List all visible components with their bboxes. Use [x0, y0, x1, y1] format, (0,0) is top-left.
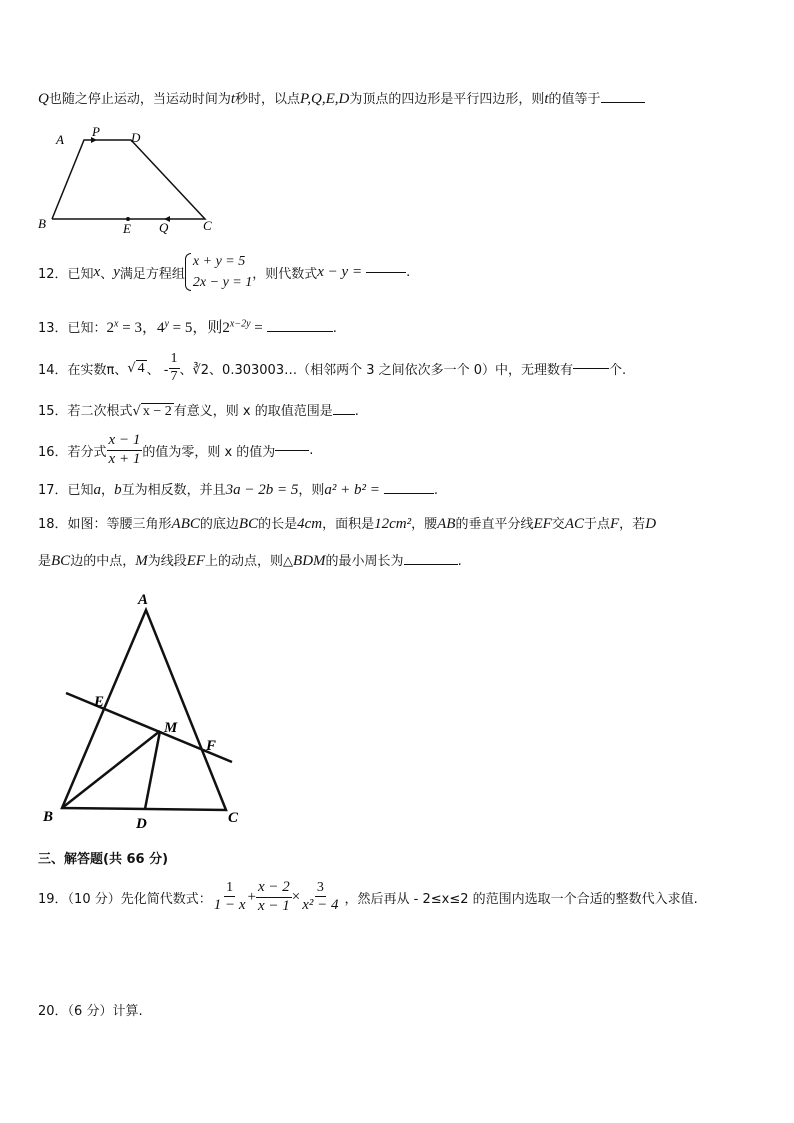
segment-dm: [145, 731, 160, 809]
vars: P,Q,E,D: [300, 91, 350, 107]
denominator: x − 1: [257, 897, 290, 914]
var-a: a: [93, 482, 102, 498]
text: 有意义，则 x 的取值范围是: [173, 404, 333, 419]
text: 于点: [583, 517, 610, 532]
text: 的最小周长为: [325, 554, 404, 569]
equation-system: [185, 251, 252, 293]
var: D: [645, 516, 657, 532]
base: 4: [156, 320, 165, 336]
text: 的底边: [199, 517, 239, 532]
question-number: 18．如图：等腰三角形: [38, 517, 172, 532]
numerator: 1: [169, 351, 180, 368]
var: EF: [186, 553, 206, 569]
text: 为线段: [147, 554, 187, 569]
text: 的长是: [258, 517, 298, 532]
fraction-3: [300, 880, 340, 914]
question-number: 19．（10 分）先化简代数式：: [38, 891, 212, 907]
answer-blank[interactable]: [275, 449, 309, 451]
fraction-2: [256, 879, 292, 915]
text: 的垂直平分线: [455, 517, 534, 532]
answer-blank[interactable]: [384, 492, 434, 494]
answer-blank[interactable]: [366, 271, 406, 273]
answer-blank[interactable]: [267, 330, 333, 332]
var: BC: [238, 516, 259, 532]
base: 2: [222, 320, 230, 336]
text: ，: [101, 483, 115, 498]
answer-blank[interactable]: [333, 413, 355, 415]
text: 也随之停止运动，当运动时间为: [48, 92, 231, 107]
text: ，面积是: [322, 517, 375, 532]
text: ，若: [619, 517, 646, 532]
operator: +: [247, 888, 256, 905]
text: .: [433, 483, 438, 498]
question-14: 14．在实数π、 √ 4 、 - $\frac{1}{7}$ 、∛2、0.303003…（相邻两个 3 之间依次多一个 0）中，无理数有 个.: [38, 351, 627, 384]
answer-blank[interactable]: [573, 367, 609, 369]
text: 互为相反数，并且: [121, 483, 226, 498]
question-15: 15．若二次根式√ x − 2 有意义，则 x 的取值范围是 .: [38, 404, 359, 419]
question-18-line-2: [38, 550, 462, 570]
text: 是: [38, 554, 52, 569]
var: BDM: [293, 553, 326, 569]
label-m: M: [164, 720, 178, 736]
segment-bm: [62, 731, 160, 808]
fraction: [107, 432, 143, 468]
text: 的值为零，则 x 的值为: [142, 444, 276, 460]
equation-2: 2x − y = 1: [192, 275, 253, 290]
text: 、∛2、0.303003…（相邻两个 3 之间依次多一个 0）中，无理数有: [179, 362, 574, 378]
denominator: 7: [170, 368, 178, 384]
text: ，则: [298, 483, 325, 498]
numerator: x − 1: [107, 432, 143, 450]
base: 2: [106, 320, 115, 336]
label-b: B: [38, 216, 46, 231]
var-t: t: [544, 91, 549, 107]
label-c: C: [203, 218, 212, 233]
equation: 3a − 2b = 5: [225, 482, 299, 498]
question-13: [38, 316, 337, 337]
expression: a² + b² =: [324, 482, 380, 498]
var: BC: [51, 553, 71, 569]
label-a: A: [138, 592, 149, 608]
var: AC: [564, 516, 584, 532]
fraction-1: [212, 880, 248, 914]
var-x: x: [93, 263, 101, 280]
triangle-abc: [62, 610, 226, 810]
var-y: y: [113, 263, 120, 280]
text: = 3，: [118, 320, 157, 336]
radicand: x − 2: [142, 404, 172, 419]
numerator: x − 2: [256, 879, 292, 897]
question-18-line-1: [38, 513, 656, 533]
answer-blank[interactable]: [601, 101, 645, 103]
question-number: 12．已知: [38, 266, 94, 282]
question-11-tail: [38, 88, 645, 108]
label-f: F: [206, 738, 217, 754]
denominator: x² − 4: [302, 896, 339, 913]
answer-blank[interactable]: [404, 563, 458, 565]
var: ABC: [171, 516, 200, 532]
label-e: E: [123, 221, 131, 236]
var-q: Q: [38, 91, 49, 107]
text: ，则代数式: [252, 266, 318, 282]
exponent: x−2y: [229, 318, 251, 330]
var-t: t: [230, 91, 236, 107]
question-number: 15．若二次根式: [38, 404, 133, 419]
question-12: [38, 250, 410, 294]
var-b: b: [114, 482, 122, 498]
var: M: [135, 553, 148, 569]
text: 的值等于: [548, 92, 601, 107]
equation-1: x + y = 5: [192, 254, 246, 269]
text: 、: [100, 266, 114, 282]
label-b: B: [43, 809, 54, 825]
triangle-figure: [38, 586, 253, 836]
fraction: [169, 351, 180, 384]
text: 个.: [609, 362, 627, 378]
numerator: 3: [315, 880, 326, 897]
text: 边的中点，: [70, 554, 136, 569]
text: 上的动点，则△: [205, 554, 294, 569]
operator: ×: [291, 888, 301, 905]
exponent: y: [164, 318, 169, 330]
text: ，腰: [411, 517, 438, 532]
text: .: [457, 554, 462, 569]
section-heading: 三、解答题(共 66 分): [38, 852, 169, 867]
question-number: 13．已知：: [38, 321, 107, 336]
text: .: [354, 404, 359, 419]
label-q: Q: [159, 220, 169, 235]
value: 4cm: [297, 516, 323, 532]
value: 12cm²: [374, 516, 412, 532]
denominator: 1 − x: [213, 896, 246, 913]
text: 、 -: [146, 362, 169, 378]
question-17: [38, 479, 438, 499]
radicand: 4: [137, 360, 145, 376]
text: .: [309, 442, 314, 458]
denominator: x + 1: [108, 450, 141, 467]
label-p: P: [92, 124, 100, 139]
text: .: [406, 264, 411, 280]
numerator: 1: [224, 880, 235, 897]
question-16: [38, 430, 313, 470]
text: 秒时，以点: [235, 92, 301, 107]
var: EF: [533, 516, 552, 532]
text: .: [332, 321, 337, 336]
text: = 5，则: [168, 320, 223, 336]
trapezoid-outline: [52, 140, 205, 219]
question-20: 20．（6 分）计算.: [38, 1004, 143, 1019]
var: AB: [437, 516, 456, 532]
text: 为顶点的四边形是平行四边形，则: [349, 92, 545, 107]
label-e: E: [94, 694, 105, 710]
question-number: 14．在实数π、: [38, 362, 128, 378]
trapezoid-figure: [34, 122, 224, 237]
text: 满足方程组: [119, 266, 185, 282]
label-d: D: [136, 816, 147, 832]
text: =: [250, 320, 263, 336]
text: 交: [551, 517, 565, 532]
question-number: 16．若分式: [38, 444, 107, 460]
var: F: [610, 516, 620, 532]
label-d: D: [131, 130, 141, 145]
text: ，然后再从 - 2≤x≤2 的范围内选取一个合适的整数代入求值.: [344, 891, 698, 907]
exponent: x: [114, 318, 119, 330]
expression: x − y =: [317, 263, 363, 280]
question-number: 17．已知: [38, 483, 94, 498]
label-c: C: [228, 810, 239, 826]
label-a: A: [56, 132, 64, 147]
question-19: [38, 876, 698, 918]
